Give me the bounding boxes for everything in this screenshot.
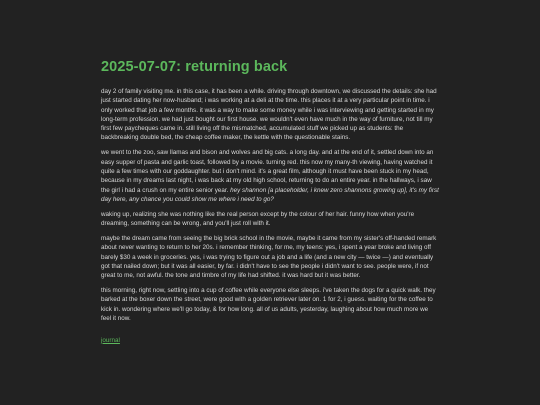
dream-quote: hey shannon [a placeholder, i knew zero shannons growing up], it's my first day here, any chance you could show me where i need to go?	[101, 186, 439, 203]
post-body	[101, 87, 439, 323]
paragraph-5: this morning, right now, settling into a cup of coffee while everyone else sleeps. i've taken the dogs for a quick walk. they barked at the boxer down the street, were good with a golden retriever later on. 1 for 2, i guess. waiting for the coffee to kick in. wondering where we'll go today, & for how long. all of us adults, yesterday, laughing about how much more we feel it now.	[101, 287, 436, 322]
paragraph-2-text: we went to the zoo, saw llamas and bison and wolves and big cats. a long day. and at the end of it, settled down into an easy supper of pasta and garlic toast, followed by a movie. turning red. this now my many-th viewing, having watched it quite a few times with our goddaughter. but i don't mind. it's a great film, although it must have been stuck in my head, because in my dreams last night, i was back at my old high school, returning to do an entire year. in the hallways, i saw the girl i had a crush on my entire senior year.	[101, 149, 434, 194]
paragraph-1: day 2 of family visiting me. in this case, it has been a while. driving through downtown, we discussed the details: she had just started dating her now-husband; i was working at a deli at the time. this places it at a very particular point in time. i only worked that job a few months. it was a way to make some money while i was interviewing and getting started in my long-term profession. we had just bought our first house. we wouldn't even have much in the way of furniture, not till my first few paycheques came in. still living off the mismatched, accumulated stuff we picked up as students: the backbreaking double bed, the cheap coffee maker, the kettle with the questionable stains.	[101, 88, 437, 142]
paragraph-4: maybe the dream came from seeing the big brick school in the movie, maybe it came from my sister's off-handed remark about never wanting to return to her 20s. i remember thinking, for me, my teens: yes, i spent a year broke and living off barely $30 a week in groceries. yes, i was trying to figure out a job and a life (and a new city — twice —) and eventually got that nailed down; but it was all easier, by far. i didn't have to see the people i didn't want to see. people were, if not great to me, not awful. the tone and timbre of my life had shifted. it was hard but it was better.	[101, 234, 437, 280]
paragraph-3: waking up, realizing she was nothing like the real person except by the colour of her hair. funny how when you're dreaming, something can be wrong, and you'll just roll with it.	[101, 210, 415, 228]
post-title: 2025-07-07: returning back	[101, 59, 288, 75]
journal-tag-link[interactable]: journal	[101, 336, 120, 344]
post-container	[101, 0, 439, 347]
paragraph-2	[101, 148, 439, 204]
